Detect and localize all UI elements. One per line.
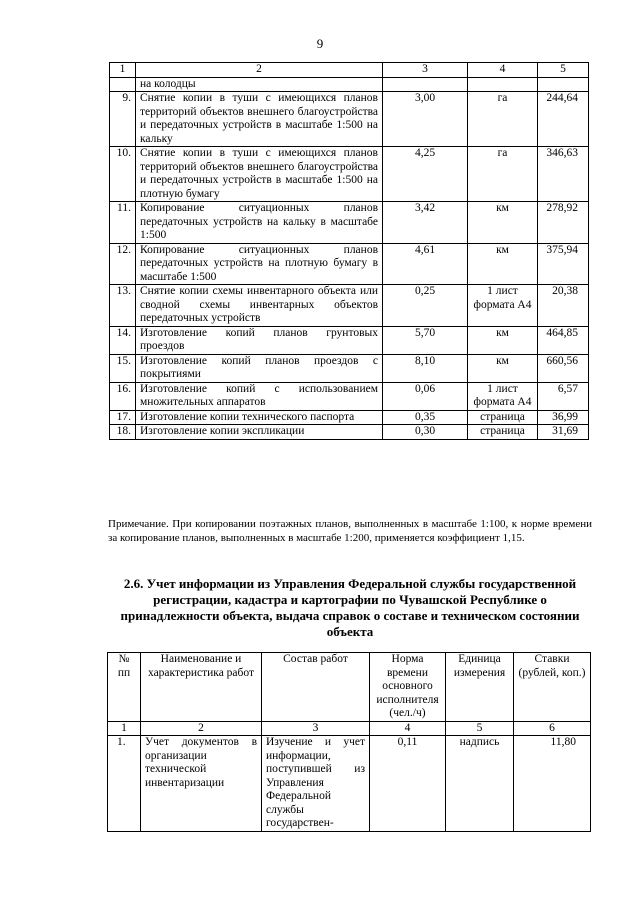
row-number: 10. (110, 147, 136, 202)
col-number: 2 (136, 63, 383, 78)
row-unit: км (468, 243, 538, 285)
row-unit: надпись (446, 736, 514, 832)
col-number: 2 (141, 721, 262, 736)
row-number: 17. (110, 410, 136, 425)
note-label: Примечание. (108, 518, 169, 530)
row-rate: 36,99 (538, 410, 589, 425)
row-text: Изготовление копий планов грунтовых проездов (136, 326, 383, 354)
row-norm: 4,25 (383, 147, 468, 202)
table-row (110, 410, 589, 425)
row-norm: 0,35 (383, 410, 468, 425)
col-number: 6 (514, 721, 591, 736)
row-number: 13. (110, 285, 136, 327)
table-row (110, 326, 589, 354)
row-norm: 0,06 (383, 382, 468, 410)
row-text: Изготовление копии экспликации (136, 425, 383, 440)
table-row (110, 202, 589, 244)
row-text: Снятие копии в туши с имеющихся планов территорий объектов внешнего благоустройства и передаточных устройств в масштабе 1:500 на плотную бумагу (136, 147, 383, 202)
row-norm: 0,11 (370, 736, 446, 832)
row-rate: 464,85 (538, 326, 589, 354)
row-rate: 244,64 (538, 92, 589, 147)
col-number: 5 (446, 721, 514, 736)
row-rate: 346,63 (538, 147, 589, 202)
table-row (110, 354, 589, 382)
row-rate: 375,94 (538, 243, 589, 285)
col-number: 4 (468, 63, 538, 78)
row-rate: 31,69 (538, 425, 589, 440)
section-heading: 2.6. Учет информации из Управления Федеральной службы государственной регистрации, кадастра и картографии по Чувашской Республике о принадлежности объекта, выдача справок о составе и техническом состоянии объекта (120, 576, 580, 639)
row-rate: 660,56 (538, 354, 589, 382)
row-number: 14. (110, 326, 136, 354)
row-number: 1. (108, 736, 141, 832)
row-text: Изготовление копий с использованием множительных аппаратов (136, 382, 383, 410)
column-number-row (108, 721, 591, 736)
table-row (110, 382, 589, 410)
header-cell: Состав работ (262, 653, 370, 722)
row-norm: 8,10 (383, 354, 468, 382)
table-row (110, 92, 589, 147)
continuation-text: на колодцы (136, 77, 383, 92)
table-row (110, 285, 589, 327)
table-header-row (110, 63, 589, 78)
row-number: 18. (110, 425, 136, 440)
note-text: При копировании поэтажных планов, выполненных в масштабе 1:100, к норме времени за копирование планов, выполненных в масштабе 1:200, применяется коэффициент 1,15. (108, 518, 593, 544)
col-number: 5 (538, 63, 589, 78)
row-unit: км (468, 354, 538, 382)
col-number: 3 (262, 721, 370, 736)
row-rate: 11,80 (514, 736, 591, 832)
col-number: 3 (383, 63, 468, 78)
col-number: 1 (108, 721, 141, 736)
row-text: Копирование ситуационных планов передаточных устройств на плотную бумагу в масштабе 1:500 (136, 243, 383, 285)
row-name: Учет документов в организации технической инвентаризации (141, 736, 262, 832)
table-header-row (108, 653, 591, 722)
table-row (110, 425, 589, 440)
table-note (108, 517, 592, 545)
page-number: 9 (316, 36, 324, 51)
row-unit: га (468, 92, 538, 147)
col-number: 4 (370, 721, 446, 736)
table-row (110, 147, 589, 202)
row-text: Изготовление копий планов проездов с покрытиями (136, 354, 383, 382)
row-text: Снятие копии в туши с имеющихся планов территорий объектов внешнего благоустройства и передаточных устройств в масштабе 1:500 на кальку (136, 92, 383, 147)
row-number: 16. (110, 382, 136, 410)
col-number: 1 (110, 63, 136, 78)
table-row (110, 77, 589, 92)
info-accounting-table (107, 652, 591, 832)
row-unit: га (468, 147, 538, 202)
row-unit: 1 лист формата А4 (468, 382, 538, 410)
row-composition: Изучение и учет информации, поступившей из Управления Федеральной службы государствен- (262, 736, 370, 832)
header-cell: Наименование и характеристика работ (141, 653, 262, 722)
header-cell: № пп (108, 653, 141, 722)
row-rate: 20,38 (538, 285, 589, 327)
row-number: 15. (110, 354, 136, 382)
row-rate: 6,57 (538, 382, 589, 410)
row-norm: 3,42 (383, 202, 468, 244)
header-cell: Норма времени основного исполнителя (чел./ч) (370, 653, 446, 722)
row-norm: 0,25 (383, 285, 468, 327)
row-unit: км (468, 202, 538, 244)
row-unit: страница (468, 410, 538, 425)
row-number: 11. (110, 202, 136, 244)
copy-rates-table (109, 62, 589, 440)
table-row (108, 736, 591, 832)
row-number: 12. (110, 243, 136, 285)
row-norm: 5,70 (383, 326, 468, 354)
row-norm: 0,30 (383, 425, 468, 440)
row-unit: км (468, 326, 538, 354)
table-row (110, 243, 589, 285)
row-text: Снятие копии схемы инвентарного объекта или сводной схемы инвентарных объектов передаточных устройств (136, 285, 383, 327)
header-cell: Ставки (рублей, коп.) (514, 653, 591, 722)
row-text: Копирование ситуационных планов передаточных устройств на кальку в масштабе 1:500 (136, 202, 383, 244)
row-unit: 1 лист формата А4 (468, 285, 538, 327)
row-norm: 4,61 (383, 243, 468, 285)
row-rate: 278,92 (538, 202, 589, 244)
row-number: 9. (110, 92, 136, 147)
header-cell: Единица измерения (446, 653, 514, 722)
row-norm: 3,00 (383, 92, 468, 147)
row-text: Изготовление копии технического паспорта (136, 410, 383, 425)
row-unit: страница (468, 425, 538, 440)
